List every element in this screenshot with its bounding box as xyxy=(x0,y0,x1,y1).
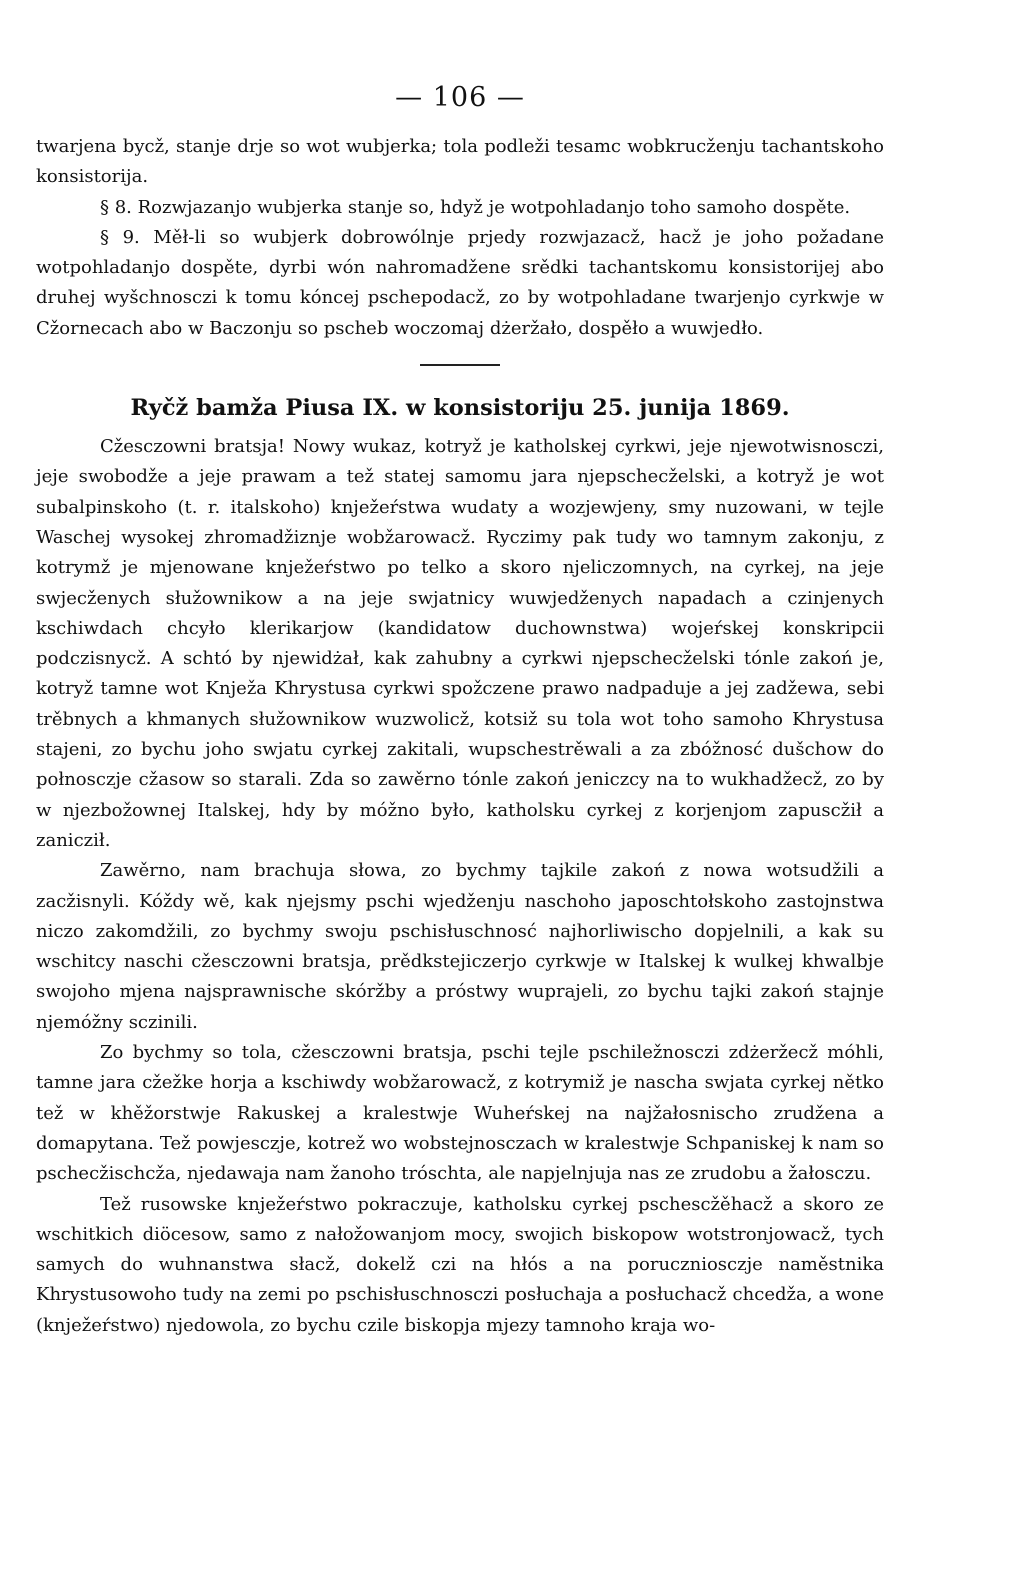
paragraph-continuation: twarjena bycž, stanje drje so wot wubjerka; tola podleži tesamc wobkrucženju tachantskoho konsistorija. xyxy=(36,136,884,188)
paragraph-section-8: § 8. Rozwjazanjo wubjerka stanje so, hdyž je wotpohladanjo toho samoho dospěte. xyxy=(100,196,851,218)
document-page xyxy=(36,72,884,1341)
body-paragraph: Zawěrno, nam brachuja słowa, zo bychmy tajkile zakoń z nowa wotsudžili a zacžisnyli. Kóždy wě, kak njejsmy pschi wjedženju naschoho japoschtołskoho zastojnstwa niczo zakomdžili, zo bychmy swoju pschisłuschnosć najhorliwischo dopjelnili, a kak su wschitcy naschi cžesczowni bratsja, prědkstejiczerjo cyrkwje w Italskej k wulkej khwalbje swojoho mjena najsprawnische skóržby a próstwy wuprajeli, zo bychu tajki zakoń stajnje njemóžny sczinili. xyxy=(36,860,884,1033)
body-paragraph: Cžesczowni bratsja! Nowy wukaz, kotryž je katholskej cyrkwi, jeje njewotwisnosczi, jeje swobodže a jeje prawam a tež statej samomu jara njepschecželski, a kotryž je wot subalpinskoho (t. r. italskoho) knježeŕstwa wudaty a wozjewjeny, smy nuzowani, w tejle Waschej wysokej zhromadžiznje wobžarowacž. Ryczimy pak tudy wo tamnym zakonju, z kotrymž je mjenowane knježeŕstwo po telko a skoro njeliczomnych, na cyrkej, na jeje swjecženych słužownikow a na jeje swjatnicy wuwjedženych napadach a czinjenych kschiwdach chcyło klerikarjow (kandidatow duchownstwa) wojeŕskej konskripcii podczisnycž. A schtó by njewidżał, kak zahubny a cyrkwi njepschecželski tónle zakoń je, kotryž tamne wot Knježa Khrystusa cyrkwi spožczene prawo nadpaduje a jej zadžewa, sebi trěbnych a khmanych słužownikow wuzwolicž, kotsiž su tola wot toho samoho Khrystusa stajeni, zo bychu joho swjatu cyrkej zakitali, wupschestrěwali a za zbóžnosć dušchow do połnosczje cžasow so starali. Zda so zawěrno tónle zakoń jeniczcy na to wukhadžecž, zo by w njezbožownej Italskej, hdy by móžno było, katholsku cyrkej z korjenjom zapuscžił a zanicził. xyxy=(36,436,884,851)
section-divider xyxy=(420,364,500,366)
body-paragraph: Tež rusowske knježeŕstwo pokraczuje, katholsku cyrkej pschescžěhacž a skoro ze wschitkich diöcesow, samo z nałožowanjom mocy, swojich biskopow wotstronjowacž, tych samych do wuhnanstwa słacž, dokelž czi na hłós a na poruczniosczje naměstnika Khrystusowoho tudy na zemi po pschisłuschnosczi posłuchaja a posłuchacž chcedža, a wone (knježeŕstwo) njedowola, zo bychu czile biskopja mjezy tamnoho kraja wo- xyxy=(36,1193,884,1336)
paragraph-section-9: § 9. Měł-li so wubjerk dobrowólnje prjedy rozwjazacž, hacž je joho požadane wotpohladanjo dospěte, dyrbi wón nahromadžene srědki tachantskomu konsistorijej abo druhej wyšchnosczi k tomu kóncej pschepodacž, zo by wotpohladane twarjenjo cyrkwje w Cžornecach abo w Baczonju so pscheb woczomaj dżeržało, dospěło a wuwjedło. xyxy=(36,226,884,339)
page-number: — 106 — xyxy=(395,82,525,113)
body-paragraph: Zo bychmy so tola, cžesczowni bratsja, pschi tejle pschiležnosczi zdżeržecž móhli, tamne jara cžežke horja a kschiwdy wobžarowacž, z kotrymiž je nascha swjata cyrkej nětko tež w khěžorstwje Rakuskej a kralestwje Wuheŕskej na najžałosnischo zrudžena a domapytana. Tež powjesczje, kotrež wo wobstejnosczach w kralestwje Schpaniskej k nam so pschecžischcža, njedawaja nam žanoho tróschta, ale napjelnjuja nas ze zrudobu a žałosczu. xyxy=(36,1042,884,1185)
section-heading: Ryčž bamža Piusa IX. w konsistoriju 25. junija 1869. xyxy=(130,395,790,422)
